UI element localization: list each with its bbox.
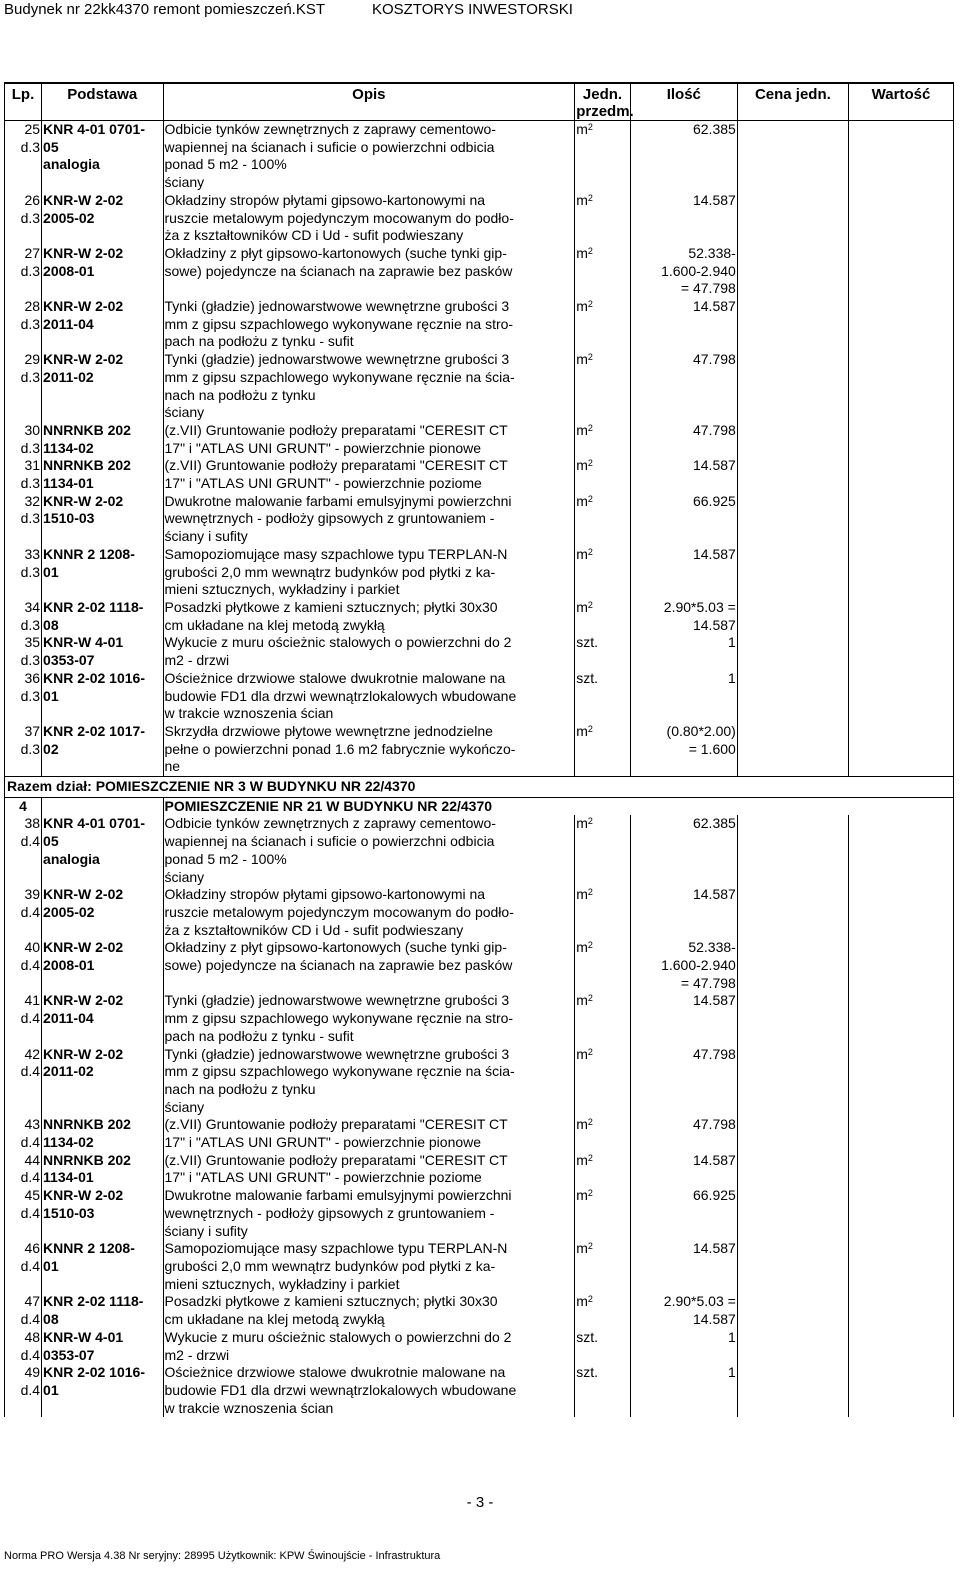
row-podstawa: KNR-W 2-02 2008-01	[42, 939, 163, 992]
row-podstawa: KNR 2-02 1118- 08	[42, 1293, 163, 1328]
row-cena	[737, 1240, 848, 1293]
row-lp: 33 d.3	[5, 546, 42, 599]
row-lp: 30 d.3	[5, 422, 42, 457]
row-wartosc	[848, 245, 953, 298]
row-lp: 49 d.4	[5, 1364, 42, 1417]
row-jedn: $m^2$	[575, 1046, 631, 1117]
row-podstawa: KNR-W 2-02 2011-02	[42, 1046, 163, 1117]
table-row	[5, 493, 954, 546]
row-opis: Tynki (gładzie) jednowarstwowe wewnętrzne grubości 3 mm z gipsu szpachlowego wykonywane ręcznie na stro- pach na podłożu z tynku - sufit	[163, 298, 575, 351]
row-wartosc	[848, 815, 953, 886]
cost-estimate-table	[4, 82, 954, 1417]
row-lp: 42 d.4	[5, 1046, 42, 1117]
row-cena	[737, 939, 848, 992]
row-podstawa: NNRNKB 202 1134-01	[42, 457, 163, 492]
row-ilosc: 14.587	[630, 192, 737, 245]
row-opis: Dwukrotne malowanie farbami emulsyjnymi powierzchni wewnętrznych - podłoży gipsowych z gruntowaniem - ściany i sufity	[163, 1187, 575, 1240]
row-opis: Skrzydła drzwiowe płytowe wewnętrzne jednodzielne pełne o powierzchni ponad 1.6 m2 fabrycznie wykończo- ne	[163, 723, 575, 777]
row-ilosc: 66.925	[630, 1187, 737, 1240]
row-podstawa: KNR 2-02 1016- 01	[42, 670, 163, 723]
row-lp: 28 d.3	[5, 298, 42, 351]
row-cena	[737, 1187, 848, 1240]
table-row	[5, 457, 954, 492]
row-opis: Wykucie z muru ościeżnic stalowych o powierzchni do 2 m2 - drzwi	[163, 634, 575, 669]
row-ilosc: 14.587	[630, 992, 737, 1045]
row-podstawa: KNR-W 2-02 1510-03	[42, 493, 163, 546]
row-wartosc	[848, 192, 953, 245]
row-podstawa: KNR 2-02 1118- 08	[42, 599, 163, 634]
row-opis: Okładziny stropów płytami gipsowo-kartonowymi na ruszcie metalowym pojedynczym mocowanym do podło- ża z kształtowników CD i Ud - sufit podwieszany	[163, 192, 575, 245]
table-row	[5, 670, 954, 723]
row-podstawa: KNNR 2 1208- 01	[42, 1240, 163, 1293]
table-row	[5, 298, 954, 351]
row-lp: 43 d.4	[5, 1116, 42, 1151]
row-jedn: $m^2$	[575, 599, 631, 634]
row-wartosc	[848, 992, 953, 1045]
row-cena	[737, 886, 848, 939]
table-row	[5, 815, 954, 886]
row-ilosc: 2.90*5.03 = 14.587	[630, 599, 737, 634]
row-podstawa: KNR-W 2-02 2005-02	[42, 192, 163, 245]
row-cena	[737, 634, 848, 669]
row-podstawa: KNR-W 4-01 0353-07	[42, 1329, 163, 1364]
row-jedn: $m^2$	[575, 886, 631, 939]
row-lp: 25 d.3	[5, 121, 42, 192]
row-jedn: szt.	[575, 1329, 631, 1364]
row-cena	[737, 599, 848, 634]
row-opis: Okładziny stropów płytami gipsowo-kartonowymi na ruszcie metalowym pojedynczym mocowanym do podło- ża z kształtowników CD i Ud - sufit podwieszany	[163, 886, 575, 939]
row-cena	[737, 670, 848, 723]
row-ilosc: 62.385	[630, 815, 737, 886]
row-cena	[737, 245, 848, 298]
table-row	[5, 1364, 954, 1417]
row-jedn: $m^2$	[575, 1293, 631, 1328]
section-header-row	[5, 797, 954, 815]
table-row	[5, 1116, 954, 1151]
row-opis: (z.VII) Gruntowanie podłoży preparatami "CERESIT CT 17" i "ATLAS UNI GRUNT" - powierzchnie pionowe	[163, 422, 575, 457]
row-jedn: $m^2$	[575, 121, 631, 192]
section-3-rows	[5, 121, 954, 777]
row-lp: 40 d.4	[5, 939, 42, 992]
page-header	[0, 0, 960, 24]
row-wartosc	[848, 634, 953, 669]
document-title: KOSZTORYS INWESTORSKI	[372, 1, 573, 18]
row-opis: Samopoziomujące masy szpachlowe typu TERPLAN-N grubości 2,0 mm wewnątrz budynków pod płytki z ka- mieni sztucznych, wykładziny i parkiet	[163, 546, 575, 599]
row-jedn: $m^2$	[575, 723, 631, 777]
table-row	[5, 634, 954, 669]
row-lp: 46 d.4	[5, 1240, 42, 1293]
col-ilosc: Ilość	[630, 83, 737, 121]
row-ilosc: 14.587	[630, 1240, 737, 1293]
row-jedn: $m^2$	[575, 245, 631, 298]
row-lp: 41 d.4	[5, 992, 42, 1045]
row-podstawa: KNR-W 2-02 2011-02	[42, 351, 163, 422]
row-opis: Tynki (gładzie) jednowarstwowe wewnętrzne grubości 3 mm z gipsu szpachlowego wykonywane ręcznie na stro- pach na podłożu z tynku - sufit	[163, 992, 575, 1045]
table-row	[5, 1187, 954, 1240]
table-header-row	[5, 83, 954, 121]
row-wartosc	[848, 670, 953, 723]
table-row	[5, 1152, 954, 1187]
file-name: Budynek nr 22kk4370 remont pomieszczeń.KST	[4, 1, 325, 18]
row-lp: 29 d.3	[5, 351, 42, 422]
row-podstawa: KNR-W 4-01 0353-07	[42, 634, 163, 669]
row-cena	[737, 493, 848, 546]
row-wartosc	[848, 1364, 953, 1417]
table-row	[5, 1240, 954, 1293]
row-podstawa: KNR-W 2-02 2008-01	[42, 245, 163, 298]
row-ilosc: 52.338- 1.600-2.940 = 47.798	[630, 245, 737, 298]
row-cena	[737, 1046, 848, 1117]
row-jedn: szt.	[575, 670, 631, 723]
row-wartosc	[848, 1046, 953, 1117]
row-ilosc: 62.385	[630, 121, 737, 192]
row-wartosc	[848, 422, 953, 457]
footer-text: Norma PRO Wersja 4.38 Nr seryjny: 28995 Użytkownik: KPW Świnoujście - Infrastruktura	[4, 1550, 441, 1562]
row-wartosc	[848, 886, 953, 939]
row-ilosc: 1	[630, 1329, 737, 1364]
row-cena	[737, 1364, 848, 1417]
row-wartosc	[848, 939, 953, 992]
row-podstawa: KNR-W 2-02 2005-02	[42, 886, 163, 939]
row-jedn: $m^2$	[575, 298, 631, 351]
row-ilosc: 47.798	[630, 1046, 737, 1117]
row-lp: 27 d.3	[5, 245, 42, 298]
row-ilosc: 47.798	[630, 1116, 737, 1151]
row-lp: 38 d.4	[5, 815, 42, 886]
row-wartosc	[848, 121, 953, 192]
row-opis: Ościeżnice drzwiowe stalowe dwukrotnie malowane na budowie FD1 dla drzwi wewnątrzlokalowych wbudowane w trakcie wznoszenia ścian	[163, 670, 575, 723]
row-podstawa: KNR 2-02 1016- 01	[42, 1364, 163, 1417]
row-jedn: szt.	[575, 1364, 631, 1417]
row-wartosc	[848, 1187, 953, 1240]
row-podstawa: KNR 2-02 1017- 02	[42, 723, 163, 777]
row-cena	[737, 351, 848, 422]
row-cena	[737, 723, 848, 777]
row-cena	[737, 992, 848, 1045]
row-ilosc: 66.925	[630, 493, 737, 546]
row-ilosc: 52.338- 1.600-2.940 = 47.798	[630, 939, 737, 992]
row-jedn: $m^2$	[575, 1240, 631, 1293]
section-number: 4	[5, 797, 42, 815]
row-cena	[737, 192, 848, 245]
row-jedn: $m^2$	[575, 457, 631, 492]
section-summary	[5, 777, 954, 816]
table-row	[5, 599, 954, 634]
row-ilosc: 1	[630, 1364, 737, 1417]
table-row	[5, 1293, 954, 1328]
row-cena	[737, 422, 848, 457]
row-wartosc	[848, 1293, 953, 1328]
row-podstawa: NNRNKB 202 1134-02	[42, 422, 163, 457]
row-cena	[737, 1152, 848, 1187]
row-podstawa: KNR-W 2-02 1510-03	[42, 1187, 163, 1240]
row-ilosc: (0.80*2.00) = 1.600	[630, 723, 737, 777]
row-lp: 45 d.4	[5, 1187, 42, 1240]
row-wartosc	[848, 599, 953, 634]
row-ilosc: 14.587	[630, 886, 737, 939]
row-wartosc	[848, 351, 953, 422]
razem-row	[5, 777, 954, 798]
razem-label: Razem dział: POMIESZCZENIE NR 3 W BUDYNKU NR 22/4370	[5, 777, 954, 798]
row-ilosc: 14.587	[630, 1152, 737, 1187]
row-lp: 47 d.4	[5, 1293, 42, 1328]
row-opis: (z.VII) Gruntowanie podłoży preparatami "CERESIT CT 17" i "ATLAS UNI GRUNT" - powierzchnie pionowe	[163, 1116, 575, 1151]
table-row	[5, 1046, 954, 1117]
row-opis: Okładziny z płyt gipsowo-kartonowych (suche tynki gip- sowe) pojedyncze na ścianach na zaprawie bez pasków	[163, 245, 575, 298]
section-title: POMIESZCZENIE NR 21 W BUDYNKU NR 22/4370	[163, 797, 954, 815]
row-opis: Ościeżnice drzwiowe stalowe dwukrotnie malowane na budowie FD1 dla drzwi wewnątrzlokalowych wbudowane w trakcie wznoszenia ścian	[163, 1364, 575, 1417]
row-opis: Posadzki płytkowe z kamieni sztucznych; płytki 30x30 cm układane na klej metodą zwykłą	[163, 1293, 575, 1328]
row-lp: 36 d.3	[5, 670, 42, 723]
row-opis: Okładziny z płyt gipsowo-kartonowych (suche tynki gip- sowe) pojedyncze na ścianach na zaprawie bez pasków	[163, 939, 575, 992]
table-row	[5, 992, 954, 1045]
table-row	[5, 192, 954, 245]
row-wartosc	[848, 1329, 953, 1364]
table-row	[5, 422, 954, 457]
row-jedn: $m^2$	[575, 815, 631, 886]
row-opis: (z.VII) Gruntowanie podłoży preparatami "CERESIT CT 17" i "ATLAS UNI GRUNT" - powierzchnie poziome	[163, 1152, 575, 1187]
row-ilosc: 1	[630, 634, 737, 669]
row-wartosc	[848, 493, 953, 546]
row-opis: Wykucie z muru ościeżnic stalowych o powierzchni do 2 m2 - drzwi	[163, 1329, 575, 1364]
row-jedn: $m^2$	[575, 1187, 631, 1240]
row-ilosc: 14.587	[630, 298, 737, 351]
row-lp: 44 d.4	[5, 1152, 42, 1187]
row-ilosc: 1	[630, 670, 737, 723]
row-ilosc: 47.798	[630, 351, 737, 422]
col-cena: Cena jedn.	[737, 83, 848, 121]
row-lp: 26 d.3	[5, 192, 42, 245]
row-podstawa: NNRNKB 202 1134-01	[42, 1152, 163, 1187]
row-podstawa: KNR-W 2-02 2011-04	[42, 298, 163, 351]
row-podstawa: NNRNKB 202 1134-02	[42, 1116, 163, 1151]
row-jedn: $m^2$	[575, 1116, 631, 1151]
row-wartosc	[848, 723, 953, 777]
row-opis: (z.VII) Gruntowanie podłoży preparatami "CERESIT CT 17" i "ATLAS UNI GRUNT" - powierzchnie poziome	[163, 457, 575, 492]
row-wartosc	[848, 1116, 953, 1151]
row-lp: 35 d.3	[5, 634, 42, 669]
row-ilosc: 14.587	[630, 457, 737, 492]
row-opis: Tynki (gładzie) jednowarstwowe wewnętrzne grubości 3 mm z gipsu szpachlowego wykonywane ręcznie na ścia- nach na podłożu z tynku ściany	[163, 351, 575, 422]
row-lp: 32 d.3	[5, 493, 42, 546]
row-jedn: $m^2$	[575, 422, 631, 457]
table-row	[5, 723, 954, 777]
row-wartosc	[848, 546, 953, 599]
table-row	[5, 886, 954, 939]
row-jedn: $m^2$	[575, 1152, 631, 1187]
row-wartosc	[848, 457, 953, 492]
section-4-rows	[5, 815, 954, 1417]
row-ilosc: 14.587	[630, 546, 737, 599]
page-number: - 3 -	[466, 1494, 494, 1511]
table-row	[5, 121, 954, 192]
row-cena	[737, 815, 848, 886]
row-opis: Odbicie tynków zewnętrznych z zaprawy cementowo- wapiennej na ścianach i suficie o powierzchni odbicia ponad 5 m2 - 100% ściany	[163, 815, 575, 886]
row-jedn: $m^2$	[575, 546, 631, 599]
row-ilosc: 2.90*5.03 = 14.587	[630, 1293, 737, 1328]
row-wartosc	[848, 1152, 953, 1187]
row-opis: Tynki (gładzie) jednowarstwowe wewnętrzne grubości 3 mm z gipsu szpachlowego wykonywane ręcznie na ścia- nach na podłożu z tynku ściany	[163, 1046, 575, 1117]
row-podstawa: KNR-W 2-02 2011-04	[42, 992, 163, 1045]
row-lp: 48 d.4	[5, 1329, 42, 1364]
row-ilosc: 47.798	[630, 422, 737, 457]
row-cena	[737, 121, 848, 192]
row-lp: 37 d.3	[5, 723, 42, 777]
row-wartosc	[848, 1240, 953, 1293]
row-opis: Odbicie tynków zewnętrznych z zaprawy cementowo- wapiennej na ścianach i suficie o powierzchni odbicia ponad 5 m2 - 100% ściany	[163, 121, 575, 192]
col-jedn: Jedn. przedm.	[575, 83, 631, 121]
col-wartosc: Wartość	[848, 83, 953, 121]
row-podstawa: KNR 4-01 0701- 05 analogia	[42, 121, 163, 192]
table-row	[5, 1329, 954, 1364]
row-jedn: $m^2$	[575, 939, 631, 992]
table-row	[5, 245, 954, 298]
row-cena	[737, 457, 848, 492]
row-jedn: $m^2$	[575, 493, 631, 546]
row-lp: 39 d.4	[5, 886, 42, 939]
row-cena	[737, 1329, 848, 1364]
row-opis: Dwukrotne malowanie farbami emulsyjnymi powierzchni wewnętrznych - podłoży gipsowych z gruntowaniem - ściany i sufity	[163, 493, 575, 546]
table-row	[5, 939, 954, 992]
col-podstawa: Podstawa	[42, 83, 163, 121]
col-lp: Lp.	[5, 83, 42, 121]
table-row	[5, 351, 954, 422]
row-lp: 34 d.3	[5, 599, 42, 634]
row-cena	[737, 298, 848, 351]
table-row	[5, 546, 954, 599]
row-jedn: $m^2$	[575, 192, 631, 245]
row-cena	[737, 1116, 848, 1151]
row-cena	[737, 546, 848, 599]
row-podstawa: KNR 4-01 0701- 05 analogia	[42, 815, 163, 886]
row-jedn: szt.	[575, 634, 631, 669]
row-cena	[737, 1293, 848, 1328]
col-opis: Opis	[163, 83, 575, 121]
row-lp: 31 d.3	[5, 457, 42, 492]
row-jedn: $m^2$	[575, 351, 631, 422]
row-opis: Samopoziomujące masy szpachlowe typu TERPLAN-N grubości 2,0 mm wewnątrz budynków pod płytki z ka- mieni sztucznych, wykładziny i parkiet	[163, 1240, 575, 1293]
row-jedn: $m^2$	[575, 992, 631, 1045]
row-podstawa: KNNR 2 1208- 01	[42, 546, 163, 599]
row-wartosc	[848, 298, 953, 351]
row-opis: Posadzki płytkowe z kamieni sztucznych; płytki 30x30 cm układane na klej metodą zwykłą	[163, 599, 575, 634]
